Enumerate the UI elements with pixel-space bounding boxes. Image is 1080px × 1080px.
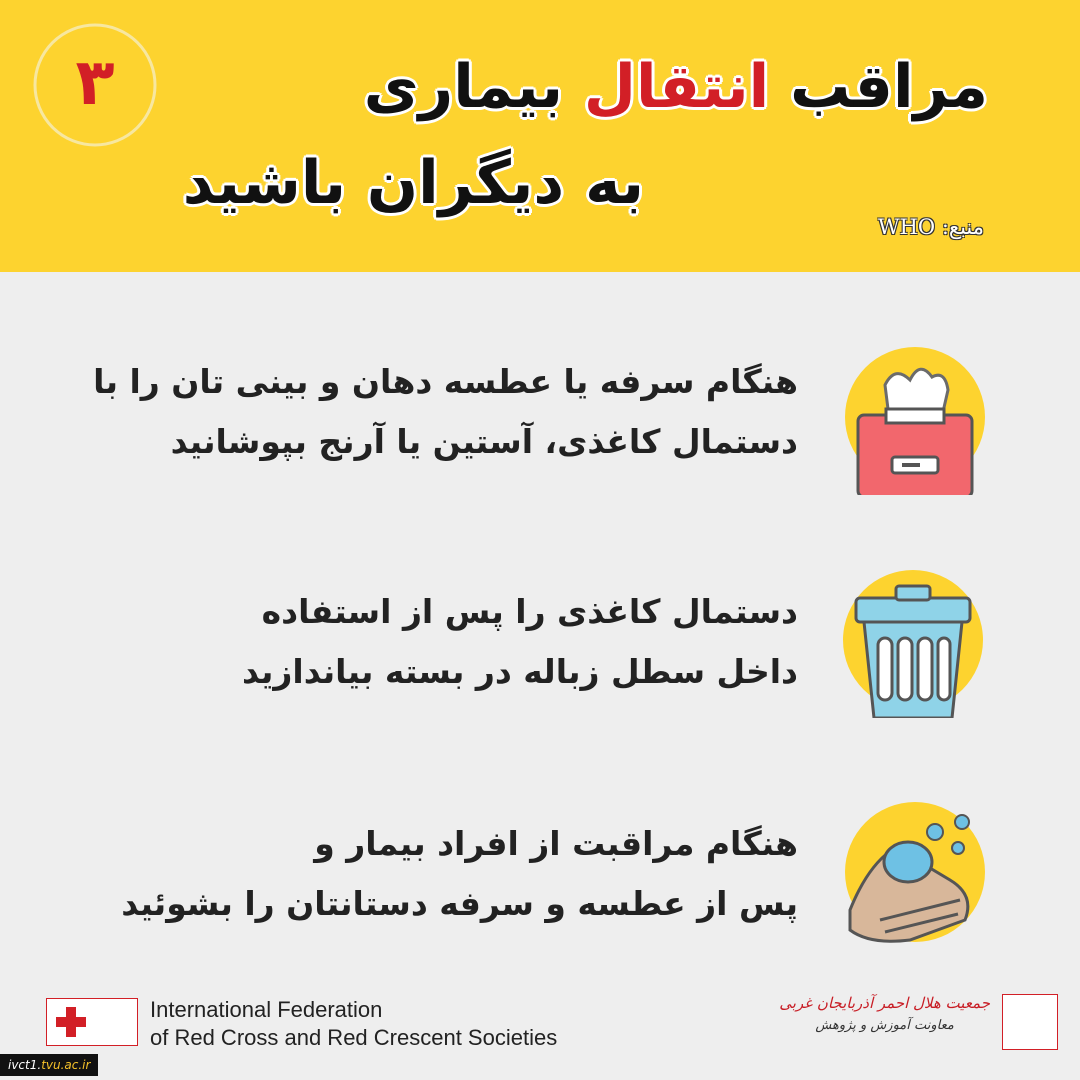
tissue-box-icon (840, 345, 990, 495)
list-item: هنگام مراقبت از افراد بیمار و پس از عطسه و سرفه دستانتان را بشوئید (121, 824, 798, 923)
ifrc-name: International Federation of Red Cross and Red Crescent Societies (150, 997, 558, 1050)
page-title-line2: به دیگران باشید (182, 148, 644, 218)
title-highlight: انتقال (583, 52, 770, 122)
trash-can-icon (838, 568, 988, 718)
page-title-line1: مراقب انتقال بیماری (363, 52, 988, 122)
hand-washing-icon (840, 800, 990, 950)
step-number: ۳ (75, 46, 115, 120)
source-label: منبع: WHO (878, 215, 984, 239)
red-crescent-society-name: جمعیت هلال احمر آذربایجان غربی معاونت آموزش و پژوهش (779, 994, 990, 1033)
list-item: دستمال کاغذی را پس از استفاده داخل سطل زباله در بسته بیاندازید (241, 592, 798, 691)
list-item: هنگام سرفه یا عطسه دهان و بینی تان را با دستمال کاغذی، آستین یا آرنج بپوشانید (93, 362, 798, 461)
site-watermark: ivct1.tvu.ac.ir (0, 1054, 98, 1076)
ifrc-logo-icon (46, 998, 138, 1046)
red-crescent-logo-icon (1002, 994, 1058, 1050)
